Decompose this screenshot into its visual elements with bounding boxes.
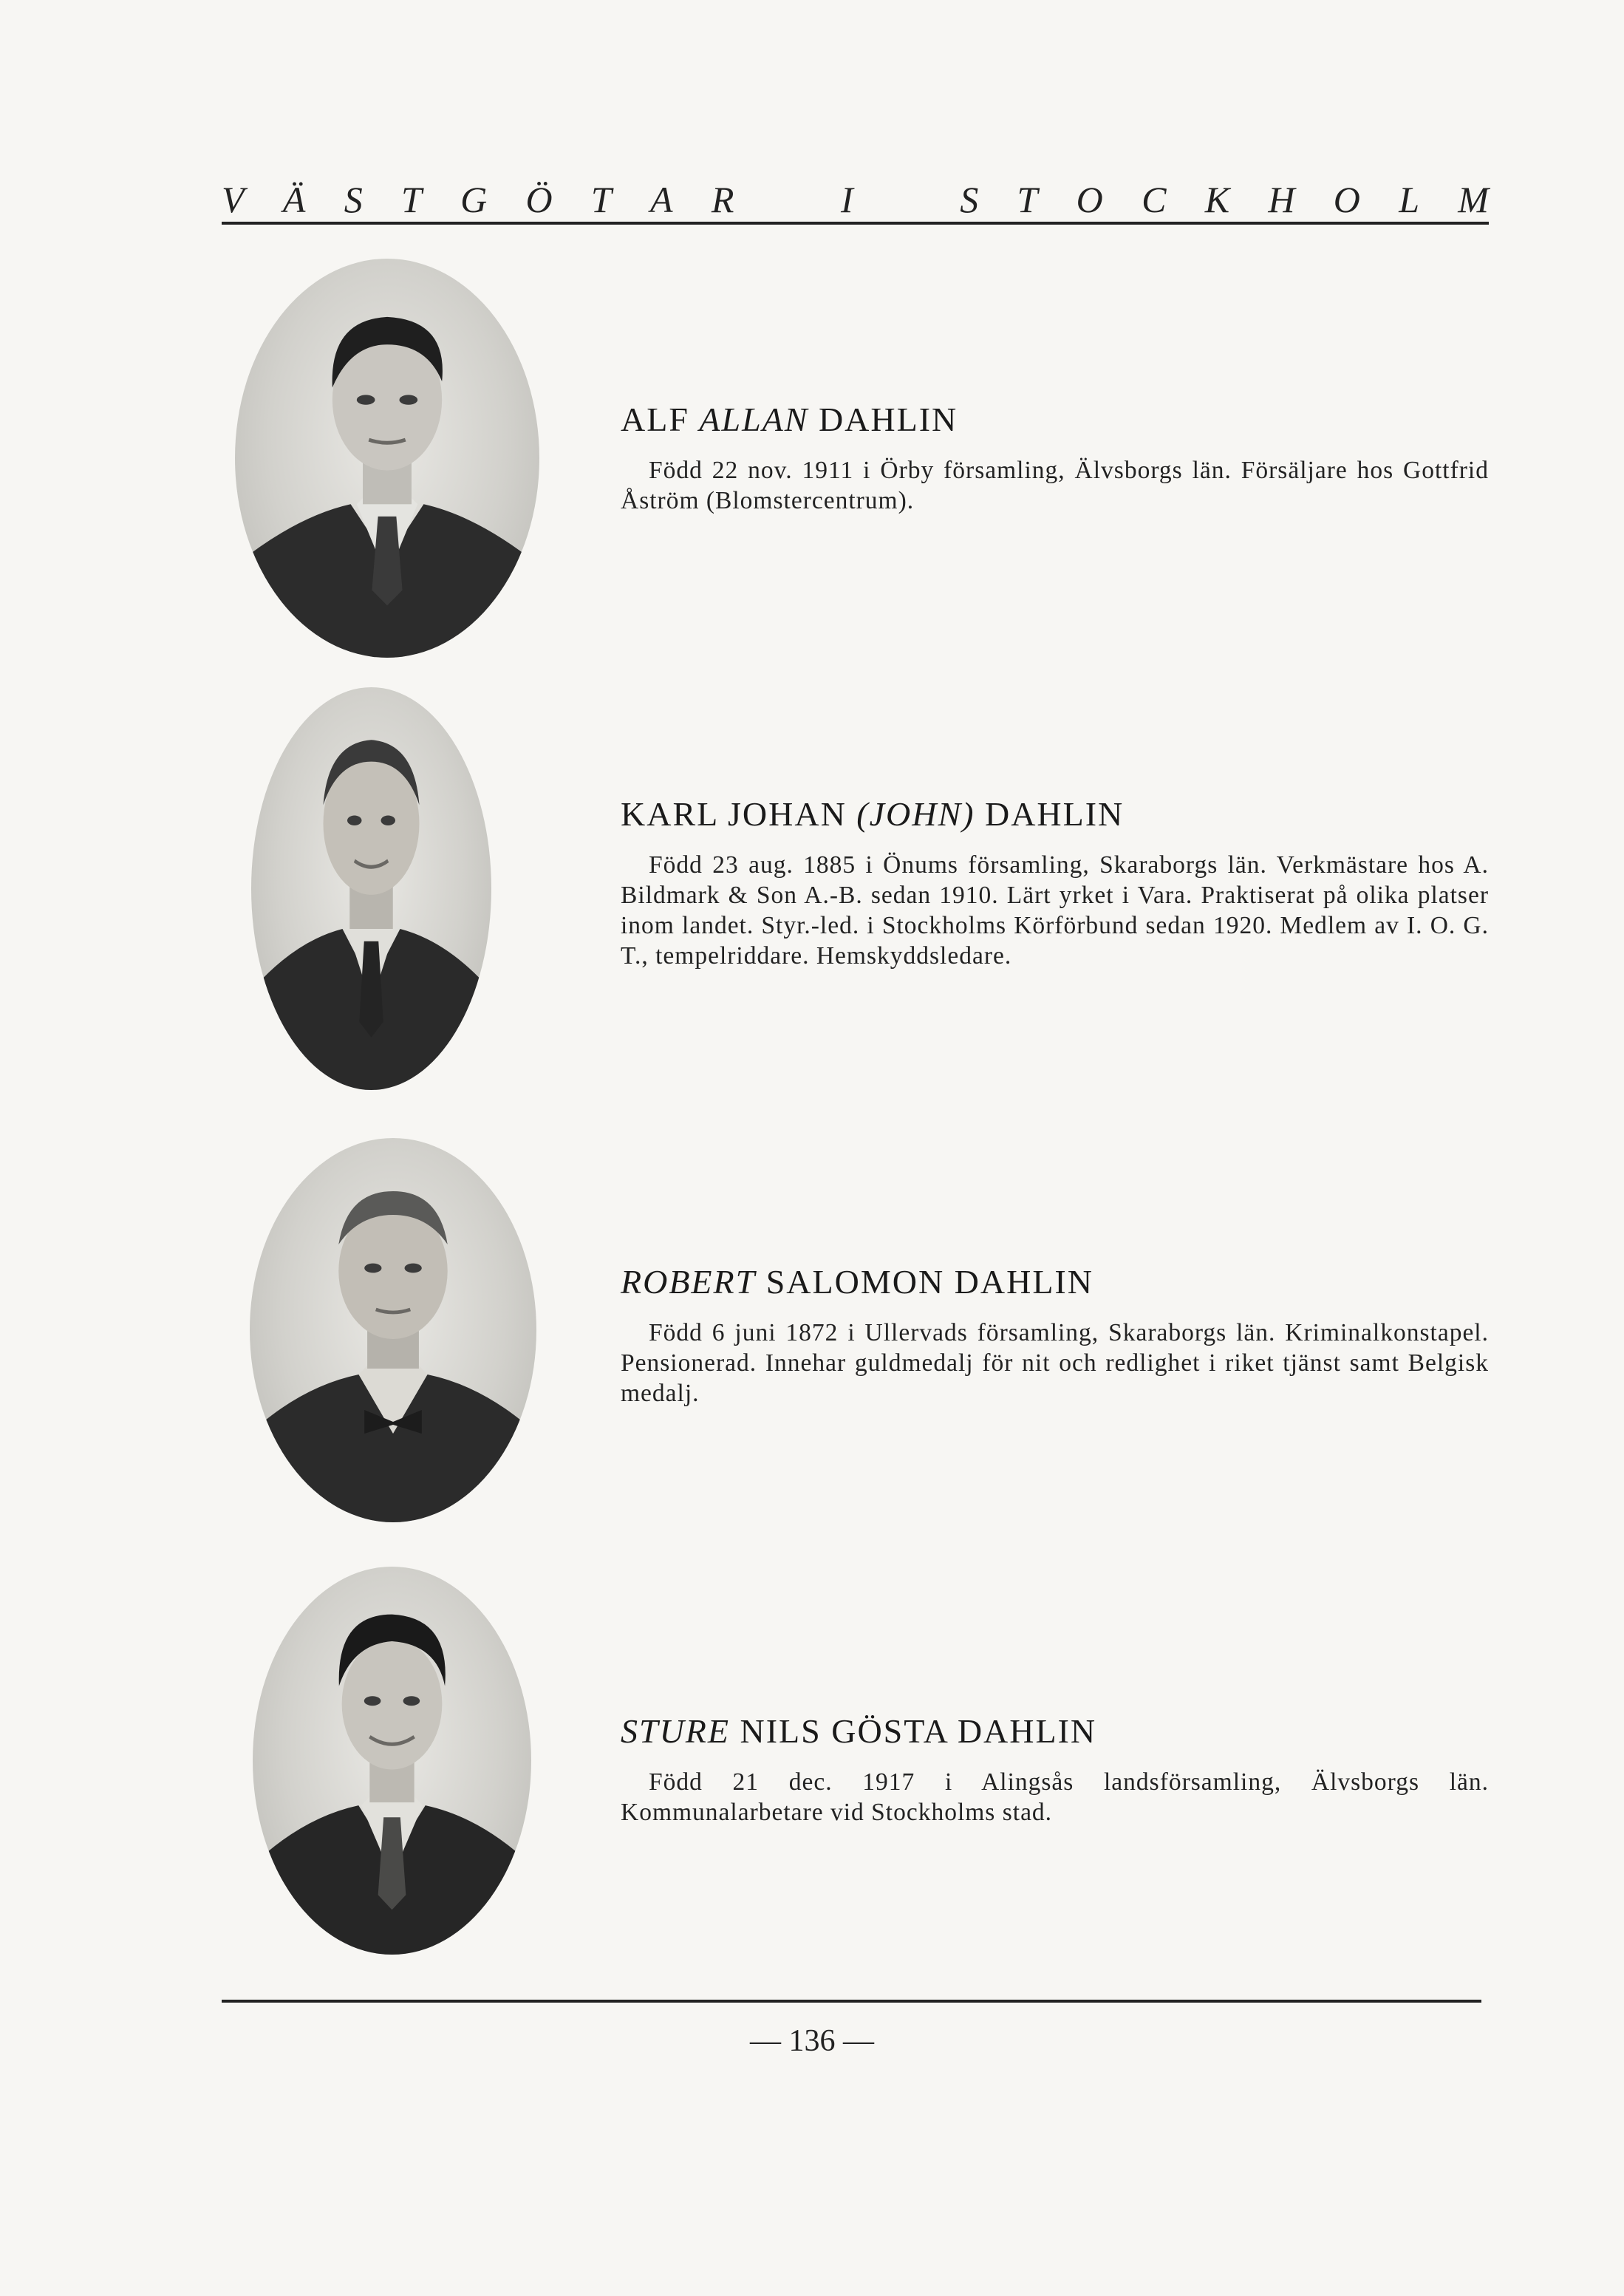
entry-1 bbox=[621, 401, 1489, 516]
name-part: SALOMON DAHLIN bbox=[756, 1263, 1094, 1301]
portrait-photo-3 bbox=[250, 1138, 536, 1522]
running-head-letter: H bbox=[1268, 179, 1295, 220]
entry-bio: Född 6 juni 1872 i Ullervads församling, Skaraborgs län. Kriminalkonstapel. Pensionerad. Innehar guldmedalj för nit och redlighet i riket tjänst samt Belgisk medalj. bbox=[621, 1318, 1489, 1407]
running-head-letter: Ä bbox=[282, 179, 306, 220]
entry-name bbox=[621, 1264, 1489, 1301]
running-head-letter: M bbox=[1458, 179, 1489, 220]
portrait-photo-1 bbox=[235, 259, 539, 658]
footer-rule bbox=[222, 2000, 1481, 2003]
entry-bio: Född 22 nov. 1911 i Örby församling, Älvsborgs län. Försäljare hos Gottfrid Åström (Blomstercentrum). bbox=[621, 456, 1489, 514]
entry-2 bbox=[621, 796, 1489, 971]
name-called-part: (JOHN) bbox=[856, 795, 975, 833]
name-called-part: STURE bbox=[621, 1712, 730, 1750]
running-head-letter: C bbox=[1142, 179, 1167, 220]
entry-bio: Född 21 dec. 1917 i Alingsås landsförsamling, Älvsborgs län. Kommunalarbetare vid Stockholms stad. bbox=[621, 1768, 1489, 1826]
entry-name bbox=[621, 1713, 1489, 1751]
entry-name bbox=[621, 796, 1489, 834]
running-head bbox=[222, 166, 1489, 218]
running-head-word: I bbox=[841, 179, 853, 220]
running-head-letter: T bbox=[590, 179, 612, 220]
portrait-figure-icon bbox=[251, 687, 491, 1090]
name-called-part: ALLAN bbox=[699, 401, 809, 438]
name-part: ALF bbox=[621, 401, 700, 438]
running-head-letter: T bbox=[400, 179, 422, 220]
name-called-part: ROBERT bbox=[621, 1263, 757, 1301]
name-part: DAHLIN bbox=[975, 795, 1125, 833]
portrait-figure-icon bbox=[250, 1138, 536, 1522]
running-head-letter: A bbox=[650, 179, 673, 220]
running-head-letter: S bbox=[960, 179, 979, 220]
running-head-letter: T bbox=[1017, 179, 1038, 220]
running-head-letter: K bbox=[1204, 179, 1230, 220]
portrait-photo-4 bbox=[253, 1567, 531, 1955]
entry-bio: Född 23 aug. 1885 i Önums församling, Skaraborgs län. Verkmästare hos A. Bildmark & Son A.-B. sedan 1910. Lärt yrket i Vara. Praktiserat på olika platser inom landet. Styr.-led. i Stockholms Körförbund sedan 1920. Medlem av I. O. G. T., tempelriddare. Hemskyddsledare. bbox=[621, 851, 1489, 970]
portrait-photo-2 bbox=[251, 687, 491, 1090]
entry-name bbox=[621, 401, 1489, 439]
running-head-letter: R bbox=[711, 179, 734, 220]
entry-3 bbox=[621, 1264, 1489, 1408]
name-part: KARL JOHAN bbox=[621, 795, 857, 833]
header-rule bbox=[222, 222, 1489, 225]
running-head-letter: V bbox=[222, 179, 245, 220]
name-part: DAHLIN bbox=[808, 401, 958, 438]
running-head-letter: G bbox=[460, 179, 488, 220]
portrait-figure-icon bbox=[253, 1567, 531, 1955]
running-head-letter: L bbox=[1399, 179, 1419, 220]
running-head-letter: S bbox=[344, 179, 363, 220]
entry-4 bbox=[621, 1713, 1489, 1827]
running-head-letter: O bbox=[1333, 179, 1360, 220]
page-number: — 136 — bbox=[750, 2024, 874, 2058]
name-part: NILS GÖSTA DAHLIN bbox=[730, 1712, 1097, 1750]
running-head-letter: O bbox=[1076, 179, 1103, 220]
running-head-letter: Ö bbox=[525, 179, 553, 220]
portrait-figure-icon bbox=[235, 259, 539, 658]
